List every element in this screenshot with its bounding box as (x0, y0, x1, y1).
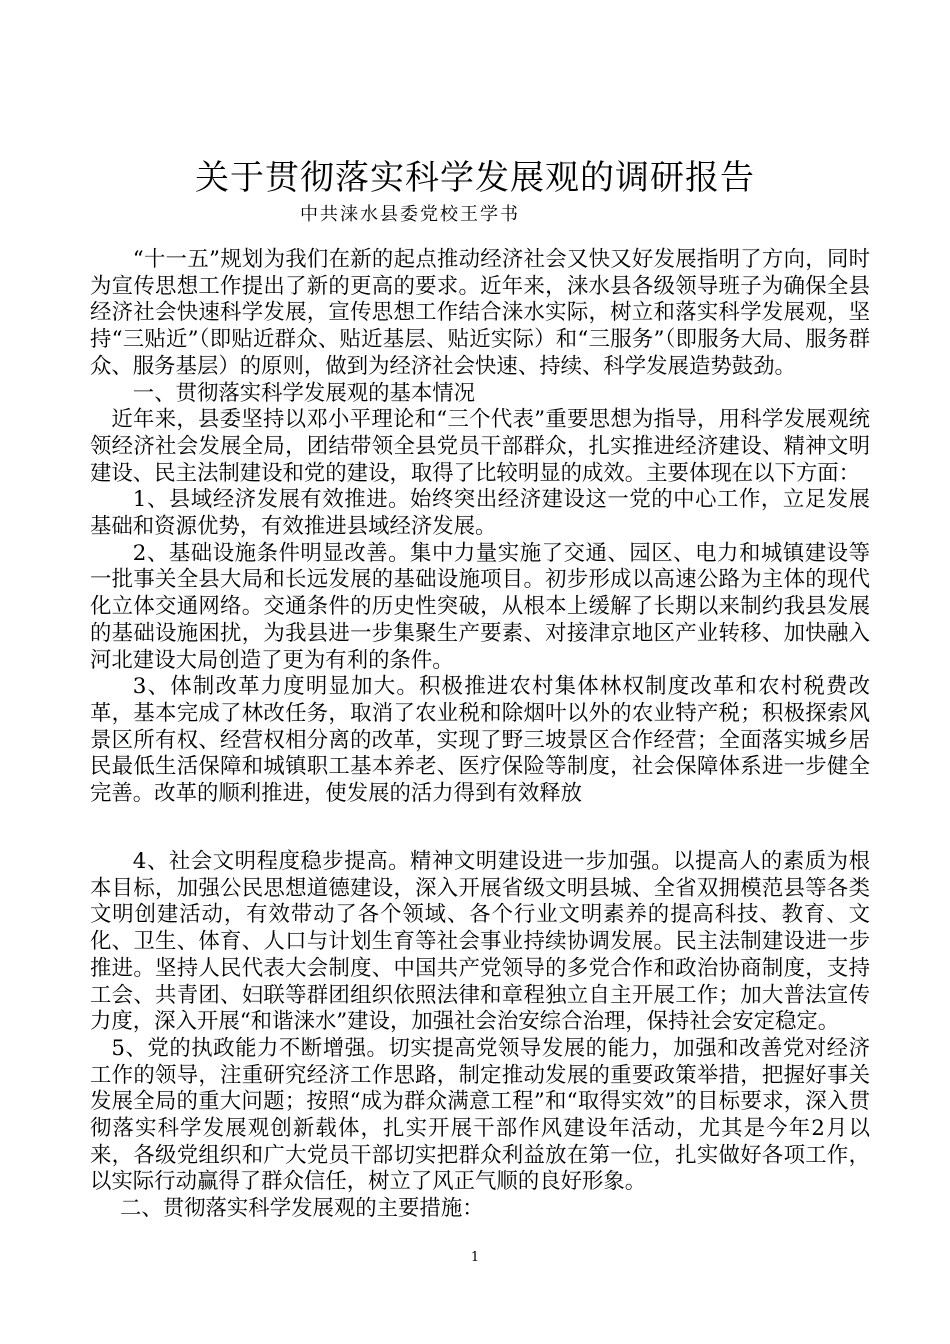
paragraph-item-2: 2、基础设施条件明显改善。集中力量实施了交通、园区、电力和城镇建设等一批事关全县大局和长远发展的基础设施项目。初步形成以高速公路为主体的现代化立体交通网络。交通条件的历史性突破，从根本上缓解了长期以来制约我县发展的基础设施困扰，为我县进一步集聚生产要素、对接津京地区产业转移、加快融入河北建设大局创造了更为有利的条件。 (90, 540, 870, 673)
paragraph-overview: 近年来，县委坚持以邓小平理论和“三个代表”重要思想为指导，用科学发展观统领经济社会发展全局，团结带领全县党员干部群众，扎实推进经济建设、精神文明建设、民主法制建设和党的建设，取得了比较明显的成效。主要体现在以下方面： (90, 407, 870, 486)
paragraph-item-4: 4、社会文明程度稳步提高。精神文明建设进一步加强。以提高人的素质为根本目标，加强公民思想道德建设，深入开展省级文明县城、全省双拥模范县等各类文明创建活动，有效带动了各个领域、各个行业文明素养的提高科技、教育、文化、卫生、体育、人口与计划生育等社会事业持续协调发展。民主法制建设进一步推进。坚持人民代表大会制度、中国共产党领导的多党合作和政治协商制度，支持工会、共青团、妇联等群团组织依照法律和章程独立自主开展工作；加大普法宣传力度，深入开展“和谐涞水”建设，加强社会治安综合治理，保持社会安定稳定。 (90, 849, 870, 1035)
page-number: 1 (470, 1250, 480, 1265)
intro-paragraph: “十一五”规划为我们在新的起点推动经济社会又快又好发展指明了方向，同时为宣传思想工作提出了新的更高的要求。近年来，涞水县各级领导班子为确保全县经济社会快速科学发展，宣传思想工作结合涞水实际，树立和落实科学发展观，坚持“三贴近”（即贴近群众、贴近基层、贴近实际）和“三服务”（即服务大局、服务群众、服务基层）的原则，做到为经济社会快速、持续、科学发展造势鼓劲。 (90, 247, 870, 379)
paragraph-item-3: 3、体制改革力度明显加大。积极推进农村集体林权制度改革和农村税费改革，基本完成了林改任务，取消了农业税和除烟叶以外的农业特产税；积极探索风景区所有权、经营权相分离的改革，实现了野三坡景区合作经营；全面落实城乡居民最低生活保障和城镇职工基本养老、医疗保险等制度，社会保障体系进一步健全完善。改革的顺利推进，使发展的活力得到有效释放 (90, 674, 870, 807)
body-text-block-1 (90, 247, 870, 808)
paragraph-item-5: 5、党的执政能力不断增强。切实提高党领导发展的能力，加强和改善党对经济工作的领导，注重研究经济工作思路，制定推动发展的重要政策举措，把握好事关发展全局的重大问题；按照“成为群众满意工程”和“取得实效”的目标要求，深入贯彻落实科学发展观创新载体，扎实开展干部作风建设年活动，尤其是今年2月以来，各级党组织和广大党员干部切实把群众利益放在第一位，扎实做好各项工作，以实际行动赢得了群众信任，树立了风正气顺的良好形象。 (90, 1035, 870, 1195)
section-heading-1: 一、贯彻落实科学发展观的基本情况 (132, 380, 476, 406)
section-heading-2: 二、贯彻落实科学发展观的主要措施： (119, 1196, 484, 1222)
paragraph-item-1: 1、县域经济发展有效推进。始终突出经济建设这一党的中心工作，立足发展基础和资源优势，有效推进县域经济发展。 (90, 487, 870, 540)
body-text-block-2 (90, 849, 870, 1223)
document-author: 中共涞水县委党校王学书 (300, 204, 520, 225)
document-title: 关于贯彻落实科学发展观的调研报告 (195, 158, 755, 198)
